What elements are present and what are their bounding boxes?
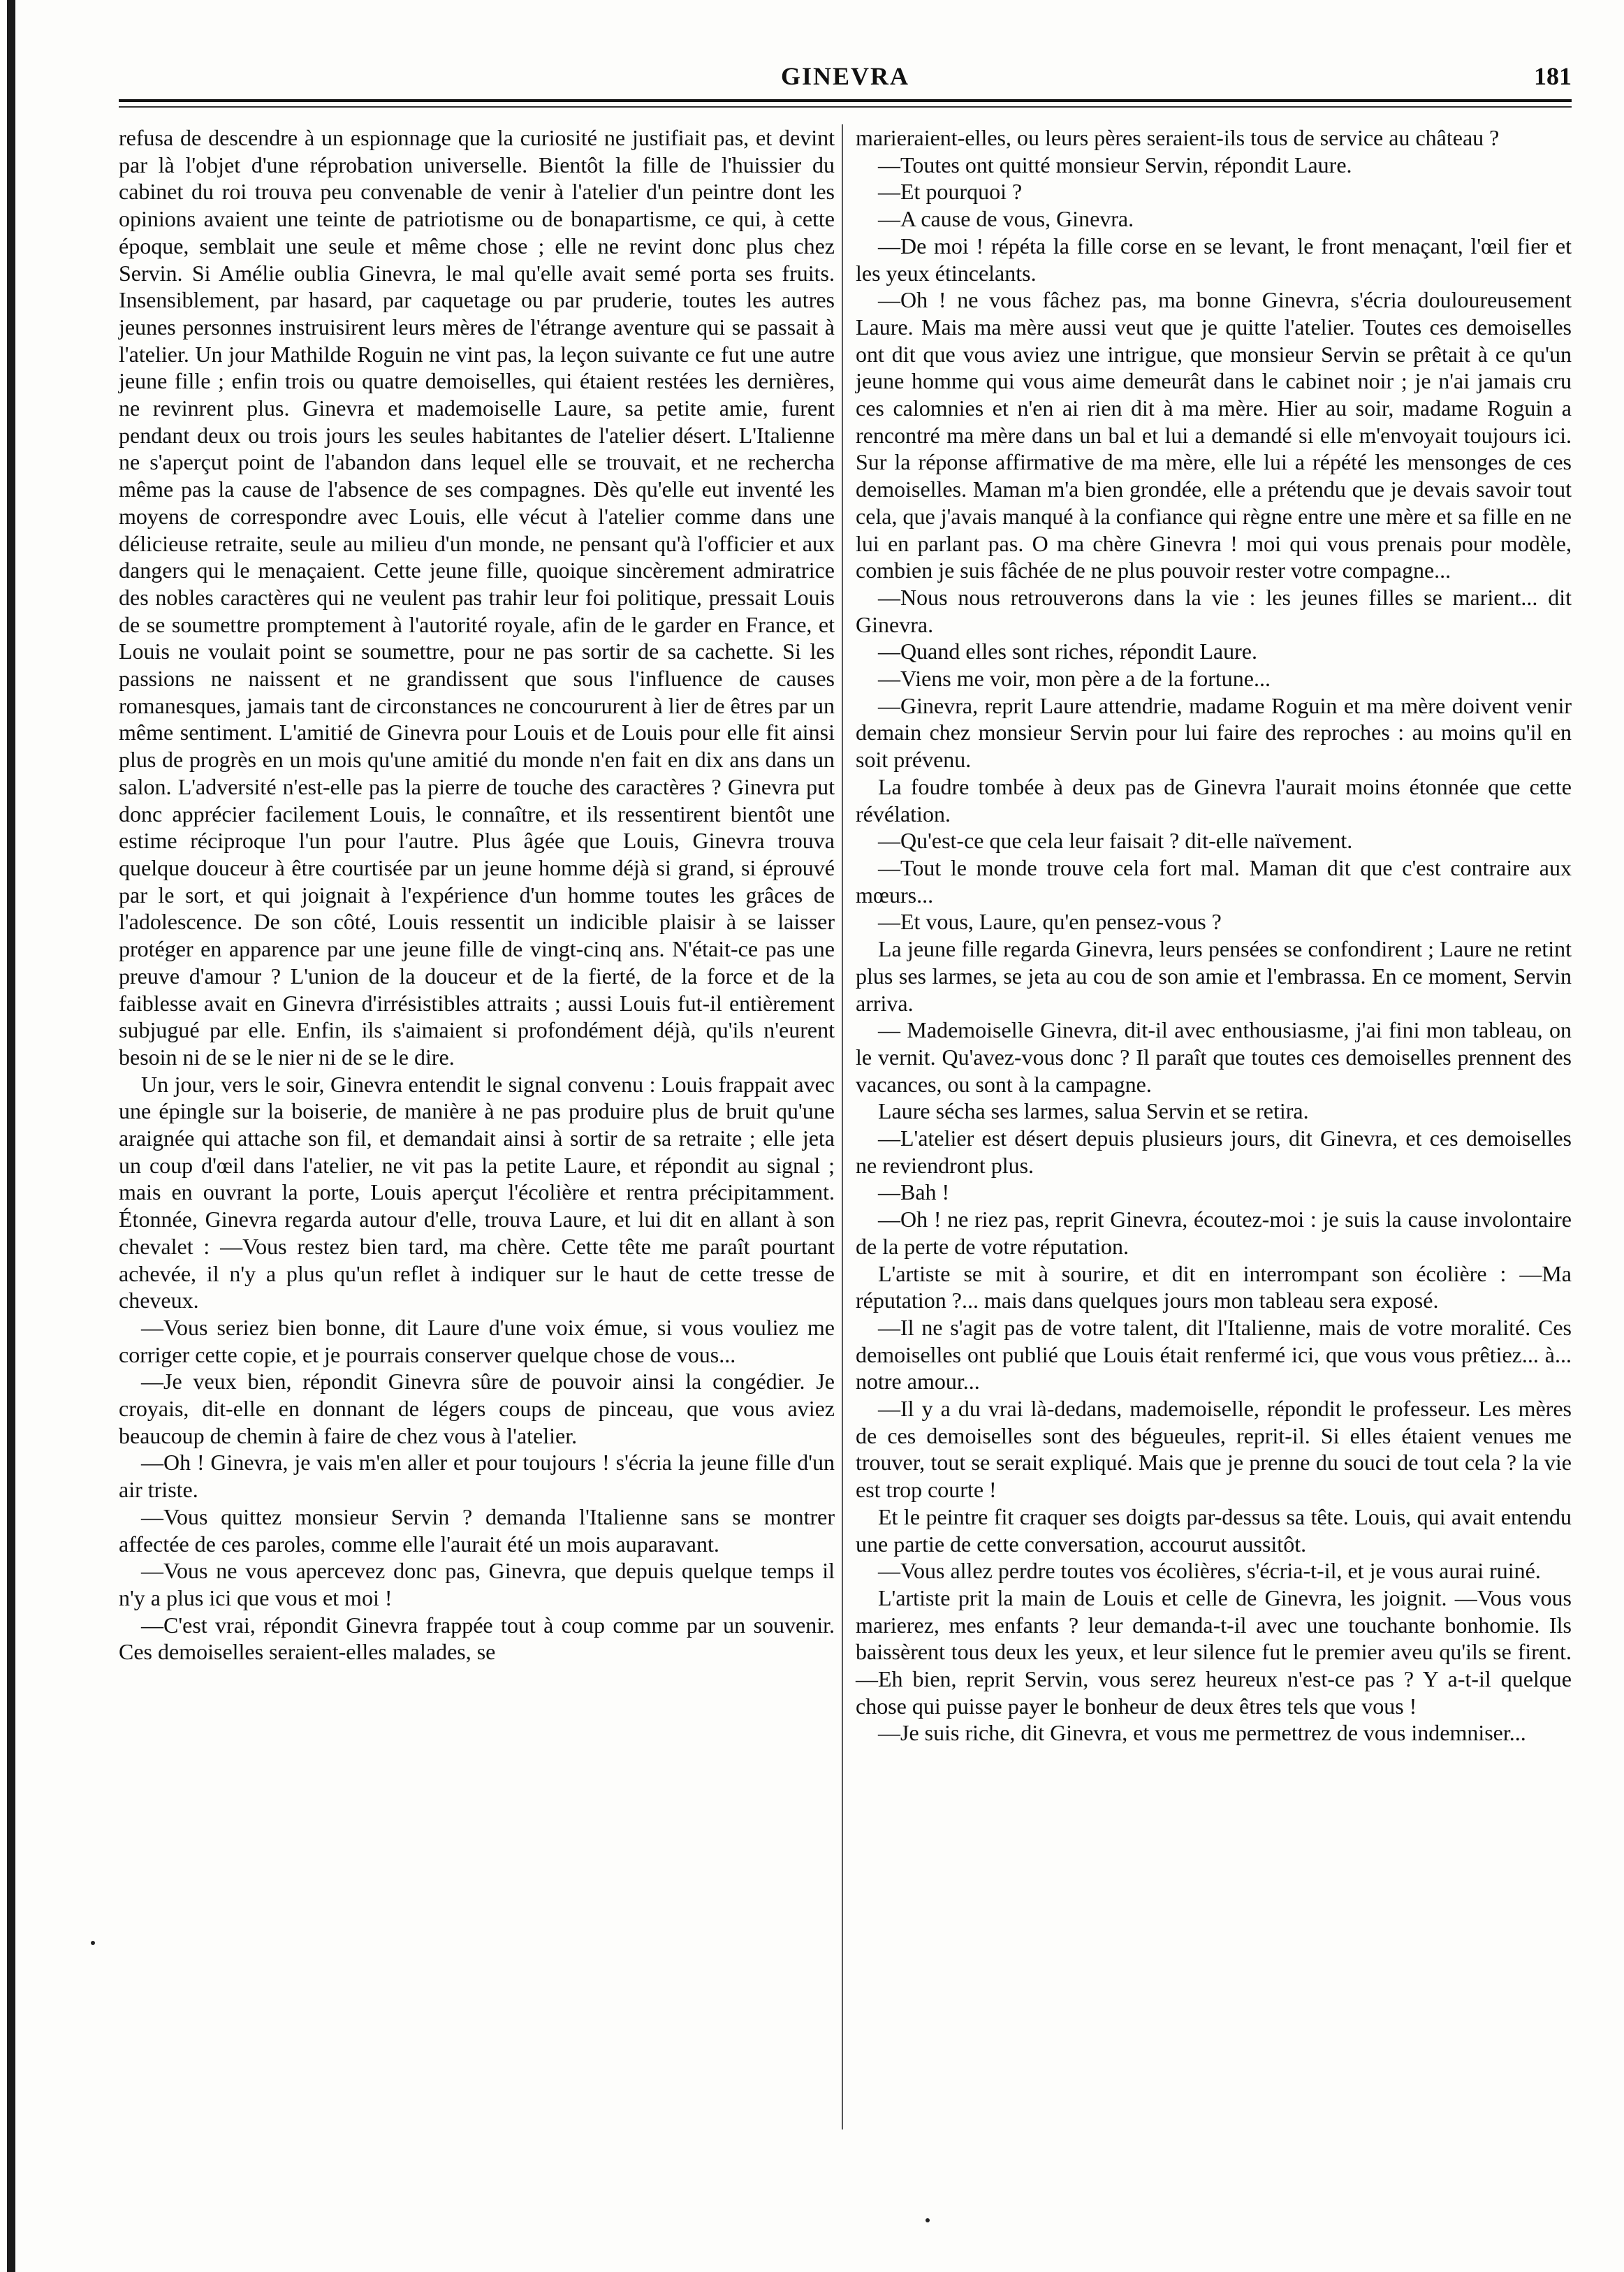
header-rule	[119, 99, 1572, 102]
paragraph: —Oh ! ne vous fâchez pas, ma bonne Ginevra, s'écria douloureusement Laure. Mais ma mère aussi veut que je quitte l'atelier. Toutes ces demoiselles ont dit que vous aviez une intrigue, que monsieur Servin se prêtait à ce qu'un jeune homme qui vous aime demeurât dans le cabinet noir ; je n'ai jamais cru ces calomnies et n'en ai rien dit à ma mère. Hier au soir, madame Roguin a rencontré ma mère dans un bal et lui a demandé si elle m'envoyait toujours ici. Sur la réponse affirmative de ma mère, elle lui a répété les mensonges de ces demoiselles. Maman m'a bien grondée, elle a prétendu que je devais savoir tout cela, que j'avais manqué à la confiance qui règne entre une mère et sa fille en ne lui en parlant pas. O ma chère Ginevra ! moi qui vous prenais pour modèle, combien je suis fâchée de ne plus pouvoir rester votre compagne...	[856, 287, 1572, 583]
page-number: 181	[1534, 62, 1572, 90]
print-speck	[91, 1941, 95, 1945]
paragraph: —Vous ne vous apercevez donc pas, Ginevra, que depuis quelque temps il n'y a plus ici que vous et moi !	[119, 1558, 835, 1610]
paragraph: Et le peintre fit craquer ses doigts par-dessus sa tête. Louis, qui avait entendu une partie de cette conversation, accourut aussitôt.	[856, 1503, 1572, 1557]
paragraph: —Il y a du vrai là-dedans, mademoiselle, répondit le professeur. Les mères de ces demoiselles sont des bégueules, reprit-il. Si elles étaient venues me trouver, tout se serait expliqué. Mais que je prenne du souci de tout cela ? la vie est trop courte !	[856, 1396, 1572, 1503]
page-header	[119, 61, 1572, 103]
paragraph: —Vous quittez monsieur Servin ? demanda l'Italienne sans se montrer affectée de ces paroles, comme elle l'aurait été un mois auparavant.	[119, 1503, 835, 1557]
paragraph: —Tout le monde trouve cela fort mal. Maman dit que c'est contraire aux mœurs...	[856, 854, 1572, 908]
paragraph: Un jour, vers le soir, Ginevra entendit le signal convenu : Louis frappait avec une épingle sur la boiserie, de manière à ne pas produire plus de bruit qu'une araignée qui attache son fil, et demandait ainsi à sortir de sa retraite ; elle jeta un coup d'œil dans l'atelier, ne vit pas la petite Laure, et répondit au signal ; mais en ouvrant la porte, Louis aperçut l'écolière et rentra précipitamment. Étonnée, Ginevra regarda autour d'elle, trouva Laure, et lui dit en allant à son chevalet : —Vous restez bien tard, ma chère. Cette tête me paraît pourtant achevée, il n'y a plus qu'un reflet à indiquer sur le haut de cette tresse de cheveux.	[119, 1071, 835, 1313]
paragraph: —Toutes ont quitté monsieur Servin, répondit Laure.	[878, 152, 1352, 177]
paragraph: —Je suis riche, dit Ginevra, et vous me permettrez de vous indemniser...	[878, 1720, 1526, 1746]
paragraph: —Bah !	[878, 1179, 950, 1205]
paragraph: refusa de descendre à un espionnage que la curiosité ne justifiait pas, et devint par là l'objet d'une réprobation universelle. Bientôt la fille de l'huissier du cabinet du roi trouva peu convenable de venir à l'atelier d'un peintre dont les opinions avaient une teinte de patriotisme ou de bonapartisme, ce qui, à cette époque, semblait une seule et même chose ; elle ne revint donc plus chez Servin. Si Amélie oublia Ginevra, le mal qu'elle avait semé porta ses fruits. Insensiblement, par hasard, par caquetage ou par pruderie, toutes les autres jeunes personnes instruisirent leurs mères de l'étrange aventure qui se passait à l'atelier. Un jour Mathilde Roguin ne vint pas, la leçon suivante ce fut une autre jeune fille ; enfin trois ou quatre demoiselles, qui étaient restées les dernières, ne revinrent plus. Ginevra et mademoiselle Laure, sa petite amie, furent pendant deux ou trois jours les seules habitantes de l'atelier désert. L'Italienne ne s'aperçut point de l'abandon dans lequel elle se trouvait, et ne rechercha même pas la cause de l'absence de ses compagnes. Dès qu'elle eut inventé les moyens de correspondre avec Louis, elle vécut à l'atelier comme dans une délicieuse retraite, seule au milieu d'un monde, ne pensant qu'à l'officier et aux dangers qui le menaçaient. Cette jeune fille, quoique sincèrement admiratrice des nobles caractères qui ne veulent pas trahir leur foi politique, pressait Louis de se soumettre promptement à l'autorité royale, afin de le garder en France, et Louis ne voulait point se soumettre, pour ne pas sortir de sa cachette. Si les passions ne naissent et ne grandissent que sous l'influence de causes romanesques, jamais tant de circonstances ne concoururent à lier de êtres par un même sentiment. L'amitié de Ginevra pour Louis et de Louis pour elle fit ainsi plus de progrès en un mois qu'une amitié du monde n'en fait en dix ans dans un salon. L'adversité n'est-elle pas la pierre de touche des caractères ? Ginevra put donc apprécier facilement Louis, le connaître, et ils ressentirent bientôt une estime réciproque l'un pour l'autre. Plus âgée que Louis, Ginevra trouva quelque douceur à être courtisée par un jeune homme déjà si grand, si éprouvé par le sort, et qui joignait à l'expérience d'un homme toutes les grâces de l'adolescence. De son côté, Louis ressentit un indicible plaisir à se laisser protéger en apparence par une jeune fille de vingt-cinq ans. N'était-ce pas une preuve d'amour ? L'union de la douceur et de la fierté, de la force et de la faiblesse avait en Ginevra d'irrésistibles attraits ; aussi Louis fut-il entièrement subjugué par elle. Enfin, ils s'aimaient si profondément déjà, qu'ils n'eurent besoin ni de se le nier ni de se le dire.	[119, 125, 835, 1070]
paragraph: —Oh ! Ginevra, je vais m'en aller et pour toujours ! s'écria la jeune fille d'un air triste.	[119, 1450, 835, 1503]
paragraph: —L'atelier est désert depuis plusieurs jours, dit Ginevra, et ces demoiselles ne reviendront plus.	[856, 1126, 1572, 1178]
right-column	[856, 124, 1572, 1747]
paragraph: —A cause de vous, Ginevra.	[878, 206, 1134, 232]
paragraph: —Qu'est-ce que cela leur faisait ? dit-elle naïvement.	[878, 828, 1353, 854]
paragraph: —Vous allez perdre toutes vos écolières, s'écria-t-il, et je vous aurai ruiné.	[878, 1558, 1541, 1584]
paragraph: —Il ne s'agit pas de votre talent, dit l'Italienne, mais de votre moralité. Ces demoiselles ont publié que Louis était renfermé ici, que vous vous prêtiez... à... notre amour...	[856, 1314, 1572, 1394]
paragraph: La jeune fille regarda Ginevra, leurs pensées se confondirent ; Laure ne retint plus ses larmes, se jeta au cou de son amie et l'embrassa. En ce moment, Servin arriva.	[856, 936, 1572, 1016]
paragraph: —Je veux bien, répondit Ginevra sûre de pouvoir ainsi la congédier. Je croyais, dit-elle en donnant de légers coups de pinceau, que vous aviez beaucoup de chemin à faire de chez vous à l'atelier.	[119, 1369, 835, 1448]
paragraph: —Et vous, Laure, qu'en pensez-vous ?	[878, 909, 1222, 935]
paragraph: —Ginevra, reprit Laure attendrie, madame Roguin et ma mère doivent venir demain chez monsieur Servin pour lui faire des reproches : au moins qu'il en soit prévenu.	[856, 692, 1572, 773]
paragraph: —C'est vrai, répondit Ginevra frappée tout à coup comme par un souvenir. Ces demoiselles seraient-elles malades, se	[119, 1612, 835, 1665]
paragraph: —De moi ! répéta la fille corse en se levant, le front menaçant, l'œil fier et les yeux étincelants.	[856, 233, 1572, 286]
left-column	[119, 124, 835, 1666]
paragraph: —Quand elles sont riches, répondit Laure.	[878, 639, 1257, 664]
paragraph: La foudre tombée à deux pas de Ginevra l'aurait moins étonnée que cette révélation.	[856, 773, 1572, 826]
paragraph: —Viens me voir, mon père a de la fortune...	[878, 666, 1271, 692]
paragraph: L'artiste prit la main de Louis et celle de Ginevra, les joignit. —Vous vous marierez, mes enfants ? leur demanda-t-il avec une touchante bonhomie. Ils baissèrent tous deux les yeux, et leur silence fut le premier aveu qu'ils se firent. —Eh bien, reprit Servin, vous serez heureux n'est-ce pas ? Y a-t-il quelque chose qui puisse payer le bonheur de deux êtres tels que vous !	[856, 1585, 1572, 1719]
print-speck	[926, 2218, 930, 2222]
paragraph: —Nous nous retrouverons dans la vie : les jeunes filles se marient... dit Ginevra.	[856, 584, 1572, 637]
header-rule-secondary	[119, 106, 1572, 108]
running-title: GINEVRA	[780, 62, 909, 90]
paragraph: marieraient-elles, ou leurs pères seraient-ils tous de service au château ?	[856, 125, 1500, 150]
binding-edge	[7, 0, 15, 2272]
paragraph: L'artiste se mit à sourire, et dit en interrompant son écolière : —Ma réputation ?... mais dans quelques jours mon tableau sera exposé.	[856, 1260, 1572, 1313]
paragraph: —Vous seriez bien bonne, dit Laure d'une voix émue, si vous vouliez me corriger cette copie, et je pourrais conserver quelque chose de vous...	[119, 1314, 835, 1367]
paragraph: Laure sécha ses larmes, salua Servin et se retira.	[878, 1098, 1309, 1124]
paragraph: —Oh ! ne riez pas, reprit Ginevra, écoutez-moi : je suis la cause involontaire de la perte de votre réputation.	[856, 1207, 1572, 1259]
column-divider	[842, 124, 843, 2129]
paragraph: —Et pourquoi ?	[878, 179, 1023, 205]
paragraph: — Mademoiselle Ginevra, dit-il avec enthousiasme, j'ai fini mon tableau, on le vernit. Qu'avez-vous donc ? Il paraît que toutes ces demoiselles prennent des vacances, ou sont à la campagne.	[856, 1017, 1572, 1097]
